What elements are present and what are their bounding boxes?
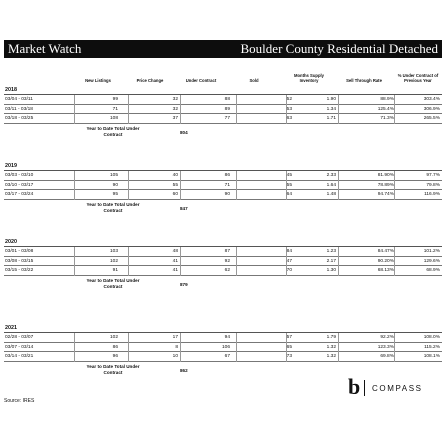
table-cell: 106: [221, 344, 230, 350]
cell-divider: [128, 171, 129, 181]
cell-divider: [128, 257, 129, 267]
cell-divider: [394, 247, 395, 257]
report-header: [4, 40, 442, 58]
table-cell: 1.71: [326, 116, 336, 121]
table-cell: 90: [112, 182, 118, 188]
cell-divider: [338, 190, 339, 200]
cell-divider: [74, 333, 75, 343]
table-cell: 88.9%: [380, 97, 394, 102]
table-cell: 90: [224, 192, 230, 197]
cell-divider: [128, 352, 129, 362]
cell-divider: [180, 266, 181, 276]
cell-divider: [338, 333, 339, 343]
compass-wordmark: COMPASS: [372, 384, 423, 393]
table-cell: 68.9%: [426, 268, 440, 273]
table-cell: 102: [109, 335, 118, 340]
table-cell: 1.23: [326, 249, 336, 254]
cell-divider: [74, 95, 75, 105]
cell-divider: [180, 333, 181, 343]
cell-divider: [236, 247, 237, 257]
cell-divider: [74, 181, 75, 191]
table-cell: 68.13%: [377, 268, 394, 273]
year-heading: 2018: [4, 86, 442, 95]
cell-divider: [338, 95, 339, 105]
row-date-range: 03/08 - 03/15: [5, 258, 34, 264]
cell-divider: [394, 257, 395, 267]
ytd-label: Year to Date Total Under Contract: [86, 125, 140, 137]
ytd-total: [4, 124, 442, 142]
cell-divider: [338, 352, 339, 362]
cell-divider: [236, 266, 237, 276]
cell-divider: [394, 343, 395, 353]
table-cell: 37: [172, 116, 178, 121]
cell-divider: [128, 95, 129, 105]
table-cell: 1.48: [326, 192, 336, 197]
table-cell: 89: [224, 106, 230, 112]
table-cell: 92.2%: [380, 335, 394, 340]
col-sell-through: Sell Through Rate: [346, 78, 382, 83]
cell-divider: [180, 352, 181, 362]
table-cell: 67: [224, 354, 230, 359]
table-cell: 41: [172, 268, 178, 273]
col-under-contract: Under Contract: [185, 78, 217, 83]
compass-b-mark: b: [348, 374, 361, 399]
col-months-supply: Months Supply Inventory: [293, 73, 324, 83]
table-cell: 73: [286, 354, 292, 359]
cell-divider: [338, 171, 339, 181]
cell-divider: [394, 181, 395, 191]
year-heading: 2020: [4, 238, 442, 247]
table-cell: 71: [224, 182, 230, 188]
cell-divider: [74, 114, 75, 124]
table-cell: 116.9%: [424, 192, 440, 197]
year-section: [4, 86, 442, 142]
ytd-label: Year to Date Total Under Contract: [86, 201, 140, 213]
table-cell: 64: [286, 192, 292, 197]
table-cell: 265.5%: [423, 116, 440, 121]
table-cell: 90.20%: [377, 258, 394, 264]
table-cell: 1.34: [326, 106, 336, 112]
ytd-label: Year to Date Total Under Contract: [86, 277, 140, 289]
cell-divider: [74, 190, 75, 200]
table-cell: 45: [286, 173, 292, 178]
table-row: [4, 343, 442, 353]
ytd-total: [4, 276, 442, 294]
table-cell: 1.32: [326, 344, 336, 350]
row-date-range: 03/11 - 03/18: [5, 106, 33, 112]
table-cell: 77: [224, 116, 230, 121]
row-date-range: 03/17 - 03/24: [5, 192, 34, 197]
cell-divider: [128, 105, 129, 115]
cell-divider: [180, 247, 181, 257]
table-cell: 63: [286, 116, 292, 121]
table-cell: 306.9%: [423, 106, 440, 112]
table-cell: 1.79: [326, 335, 336, 340]
table-row: [4, 352, 442, 362]
table-cell: 47: [286, 258, 292, 264]
table-cell: 108.0%: [423, 335, 440, 340]
cell-divider: [74, 171, 75, 181]
col-new-listings: New Listings: [85, 78, 111, 83]
row-date-range: 03/03 - 03/10: [5, 173, 34, 178]
table-cell: 86: [112, 344, 118, 350]
table-cell: 53: [286, 106, 292, 112]
cell-divider: [128, 181, 129, 191]
table-row: [4, 105, 442, 115]
table-cell: 102: [109, 258, 118, 264]
col-price-change: Price Change: [136, 78, 164, 83]
ytd-value: 847: [180, 205, 188, 211]
cell-divider: [338, 105, 339, 115]
year-heading: 2019: [4, 162, 442, 171]
cell-divider: [338, 266, 339, 276]
cell-divider: [128, 333, 129, 343]
col-sold: Sold: [249, 78, 259, 83]
table-cell: 92: [224, 258, 230, 264]
table-cell: 60: [172, 192, 178, 197]
cell-divider: [394, 352, 395, 362]
row-date-range: 03/18 - 03/25: [5, 116, 34, 121]
logo-divider: [364, 380, 365, 396]
column-headers: [4, 72, 442, 86]
cell-divider: [236, 95, 237, 105]
cell-divider: [394, 266, 395, 276]
row-date-range: 03/01 - 03/08: [5, 249, 34, 254]
cell-divider: [74, 257, 75, 267]
table-cell: 8: [175, 344, 178, 350]
cell-divider: [338, 181, 339, 191]
table-cell: 2.33: [326, 173, 336, 178]
cell-divider: [338, 343, 339, 353]
ytd-value: 804: [180, 129, 188, 135]
table-cell: 108.1%: [423, 354, 440, 359]
cell-divider: [180, 114, 181, 124]
table-cell: 41: [172, 258, 178, 264]
table-row: [4, 266, 442, 276]
row-date-range: 03/15 - 03/22: [5, 268, 34, 273]
year-section: [4, 324, 442, 380]
row-date-range: 03/14 - 03/21: [5, 354, 34, 359]
ytd-value: 879: [180, 281, 188, 287]
cell-divider: [236, 257, 237, 267]
table-cell: 103: [109, 249, 118, 254]
year-section: [4, 238, 442, 294]
table-row: [4, 181, 442, 191]
row-date-range: 03/04 - 03/11: [5, 97, 33, 102]
cell-divider: [236, 181, 237, 191]
table-cell: 65: [286, 344, 292, 350]
col-pct-under-contract: % Under Contract of Previous Year: [397, 73, 439, 83]
cell-divider: [394, 95, 395, 105]
table-cell: 97.7%: [426, 173, 440, 178]
cell-divider: [180, 343, 181, 353]
table-cell: 10: [172, 354, 178, 359]
cell-divider: [236, 343, 237, 353]
cell-divider: [128, 343, 129, 353]
table-row: [4, 247, 442, 257]
table-cell: 1.90: [326, 97, 336, 102]
table-cell: 57: [286, 335, 292, 340]
year-section: [4, 162, 442, 218]
table-cell: 95: [112, 192, 118, 197]
table-row: [4, 95, 442, 105]
table-cell: 99: [112, 97, 118, 102]
cell-divider: [74, 105, 75, 115]
table-row: [4, 333, 442, 343]
cell-divider: [180, 257, 181, 267]
table-cell: 55: [172, 182, 178, 188]
table-cell: 86: [224, 173, 230, 178]
table-cell: 94.74%: [377, 192, 394, 197]
table-row: [4, 257, 442, 267]
cell-divider: [236, 171, 237, 181]
table-cell: 84.47%: [377, 249, 394, 254]
compass-logo: [348, 376, 440, 400]
table-row: [4, 190, 442, 200]
cell-divider: [338, 247, 339, 257]
cell-divider: [180, 95, 181, 105]
cell-divider: [128, 190, 129, 200]
cell-divider: [394, 114, 395, 124]
cell-divider: [236, 190, 237, 200]
table-cell: 71: [112, 106, 118, 112]
table-cell: 81.90%: [377, 173, 394, 178]
table-row: [4, 171, 442, 181]
table-cell: 52: [286, 97, 292, 102]
table-cell: 1.30: [326, 268, 336, 273]
table-cell: 32: [172, 97, 178, 102]
table-cell: 108: [109, 116, 118, 121]
table-cell: 17: [172, 335, 178, 340]
cell-divider: [180, 171, 181, 181]
header-right-title: Boulder County Residential Detached: [240, 41, 438, 56]
cell-divider: [236, 352, 237, 362]
year-heading: 2021: [4, 324, 442, 333]
table-cell: 303.4%: [423, 97, 440, 102]
table-cell: 123.3%: [377, 344, 394, 350]
table-cell: 55: [286, 182, 292, 188]
header-left-title: Market Watch: [8, 41, 82, 56]
cell-divider: [74, 352, 75, 362]
table-cell: 1.64: [326, 182, 336, 188]
ytd-value: 862: [180, 367, 188, 373]
table-cell: 40: [172, 173, 178, 178]
table-cell: 71.3%: [380, 116, 394, 121]
cell-divider: [74, 343, 75, 353]
table-cell: 2.17: [326, 258, 336, 264]
table-cell: 84: [286, 249, 292, 254]
cell-divider: [394, 105, 395, 115]
cell-divider: [394, 333, 395, 343]
table-cell: 105: [109, 173, 118, 178]
cell-divider: [236, 333, 237, 343]
cell-divider: [74, 266, 75, 276]
cell-divider: [180, 105, 181, 115]
cell-divider: [128, 114, 129, 124]
ytd-total: [4, 200, 442, 218]
table-cell: 129.6%: [423, 258, 440, 264]
table-cell: 101.2%: [423, 249, 440, 254]
table-cell: 96: [112, 354, 118, 359]
row-date-range: 02/28 - 03/07: [5, 335, 34, 340]
table-cell: 94: [224, 335, 230, 340]
table-cell: 1.32: [326, 354, 336, 359]
cell-divider: [128, 247, 129, 257]
table-cell: 79.8%: [426, 182, 440, 188]
table-cell: 70: [286, 268, 292, 273]
row-date-range: 03/07 - 03/14: [5, 344, 34, 350]
table-cell: 78.89%: [377, 182, 394, 188]
table-cell: 32: [172, 106, 178, 112]
cell-divider: [236, 114, 237, 124]
table-cell: 88: [224, 97, 230, 102]
ytd-label: Year to Date Total Under Contract: [86, 363, 140, 375]
cell-divider: [236, 105, 237, 115]
table-cell: 48: [172, 249, 178, 254]
table-cell: 115.2%: [424, 344, 440, 350]
table-cell: 69.8%: [380, 354, 394, 359]
cell-divider: [128, 266, 129, 276]
cell-divider: [180, 181, 181, 191]
table-cell: 62: [224, 268, 230, 273]
table-cell: 87: [224, 249, 230, 254]
cell-divider: [394, 171, 395, 181]
row-date-range: 03/10 - 03/17: [5, 182, 34, 188]
source-note: Source: IRES: [4, 398, 35, 404]
cell-divider: [74, 247, 75, 257]
table-row: [4, 114, 442, 124]
cell-divider: [338, 114, 339, 124]
table-cell: 91: [112, 268, 118, 273]
cell-divider: [180, 190, 181, 200]
cell-divider: [338, 257, 339, 267]
table-cell: 125.4%: [377, 106, 394, 112]
cell-divider: [394, 190, 395, 200]
